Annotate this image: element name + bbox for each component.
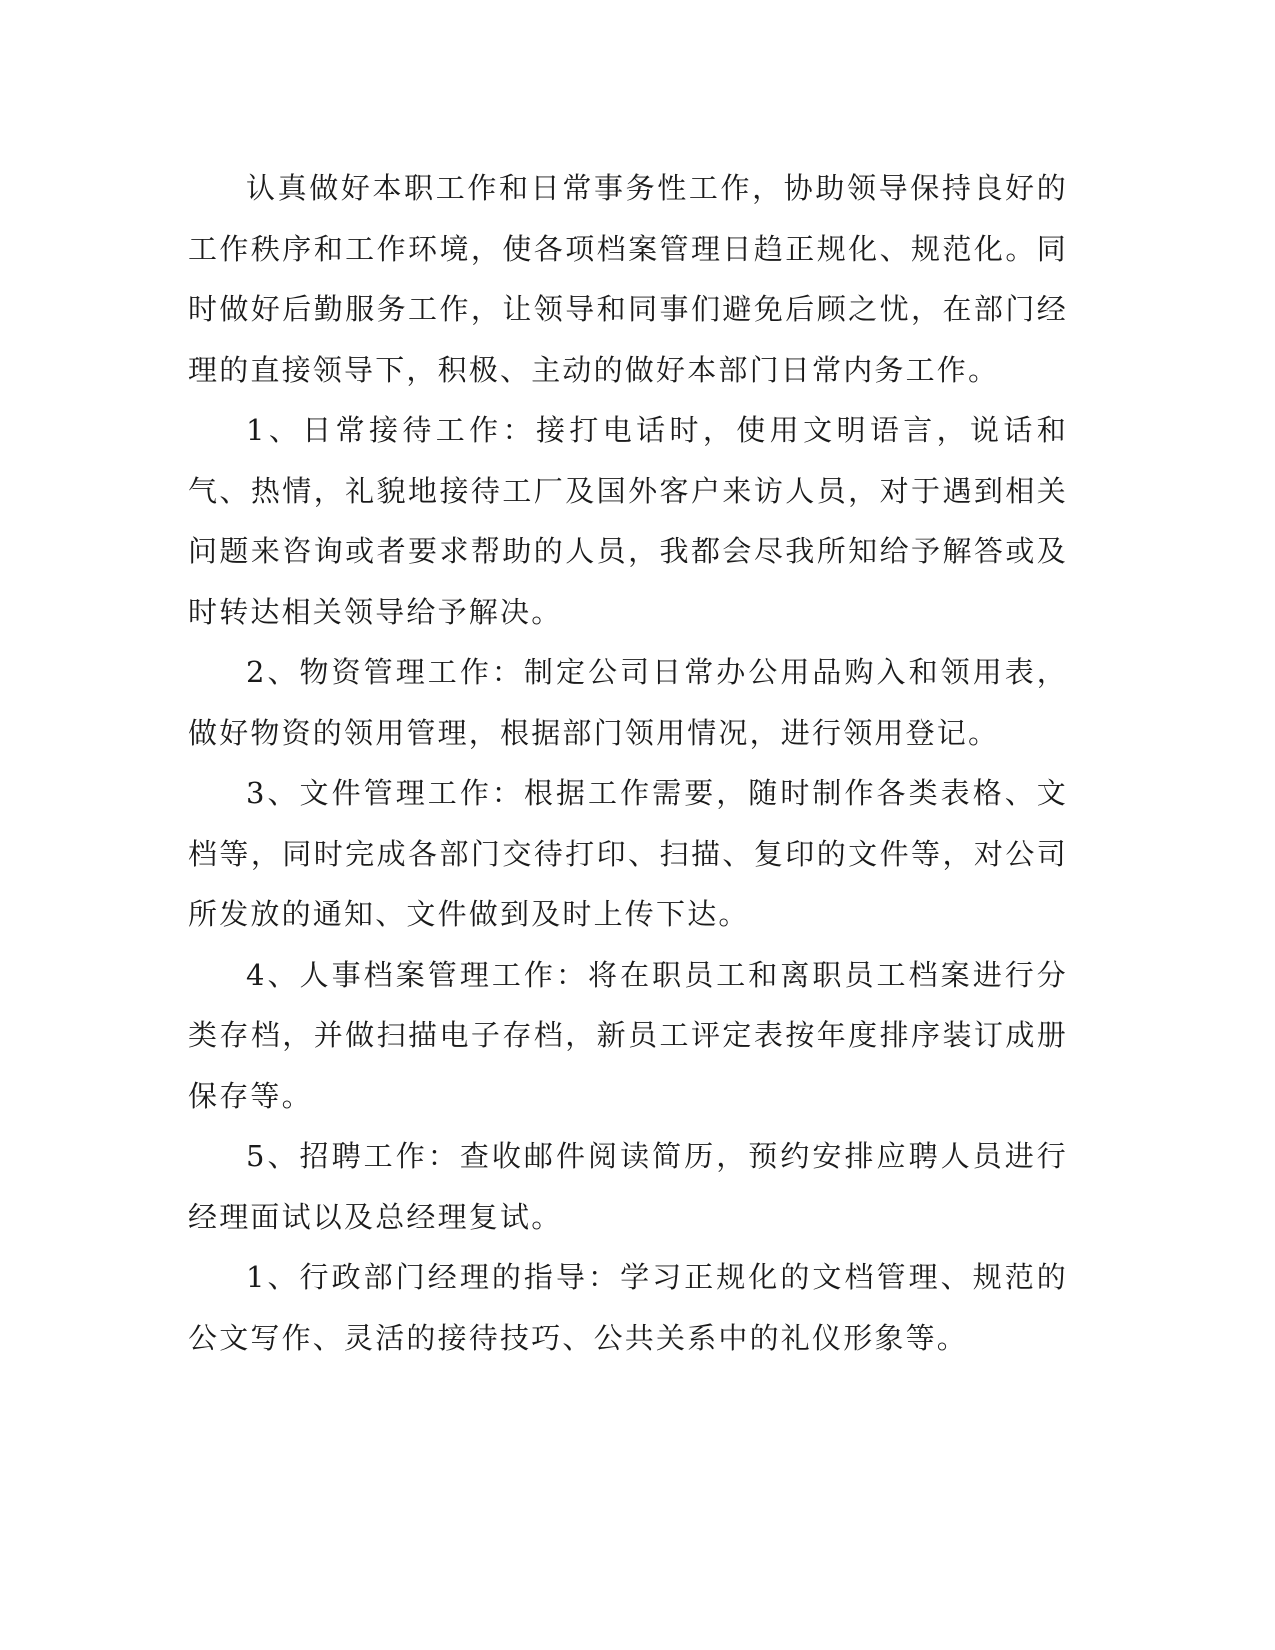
paragraph-recruitment: 5、招聘工作：查收邮件阅读简历，预约安排应聘人员进行经理面试以及总经理复试。 [188, 1139, 1068, 1234]
paragraph-supplies-management: 2、物资管理工作：制定公司日常办公用品购入和领用表，做好物资的领用管理，根据部门领用情况，进行领用登记。 [188, 655, 1068, 750]
paragraph-personnel-archives: 4、人事档案管理工作：将在职员工和离职员工档案进行分类存档，并做扫描电子存档，新员工评定表按年度排序装订成册保存等。 [188, 957, 1068, 1113]
paragraph-manager-guidance: 1、行政部门经理的指导：学习正规化的文档管理、规范的公文写作、灵活的接待技巧、公共关系中的礼仪形象等。 [188, 1260, 1068, 1355]
document-body [188, 158, 1068, 1368]
paragraph-file-management: 3、文件管理工作：根据工作需要，随时制作各类表格、文档等，同时完成各部门交待打印、扫描、复印的文件等，对公司所发放的通知、文件做到及时上传下达。 [188, 776, 1068, 931]
paragraph-intro: 认真做好本职工作和日常事务性工作，协助领导保持良好的工作秩序和工作环境，使各项档案管理日趋正规化、规范化。同时做好后勤服务工作，让领导和同事们避免后顾之忧，在部门经理的直接领导下，积极、主动的做好本部门日常内务工作。 [188, 171, 1068, 387]
paragraph-reception-work: 1、日常接待工作：接打电话时，使用文明语言，说话和气、热情，礼貌地接待工厂及国外客户来访人员，对于遇到相关问题来咨询或者要求帮助的人员，我都会尽我所知给予解答或及时转达相关领导给予解决。 [188, 413, 1068, 629]
